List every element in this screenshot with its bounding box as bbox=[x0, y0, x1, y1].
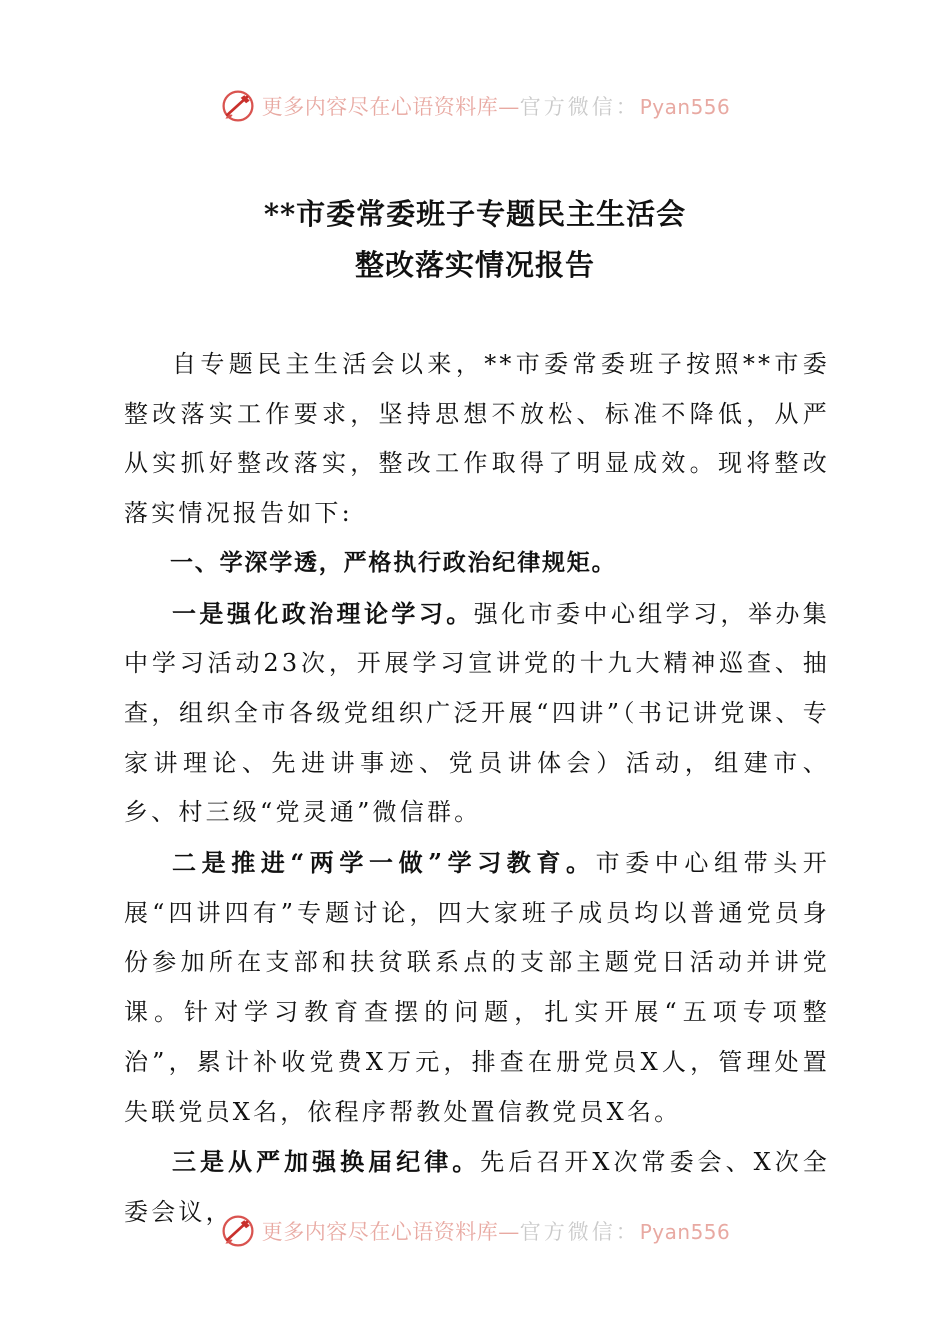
watermark-dash: — bbox=[498, 95, 520, 119]
item-2-lead: 二是推进“两学一做”学习教育。 bbox=[172, 848, 596, 878]
watermark-account: Pyan556 bbox=[639, 1220, 731, 1244]
item-1-lead: 一是强化政治理论学习。 bbox=[172, 598, 474, 628]
watermark-header bbox=[0, 84, 950, 128]
item-1-text: 强化市委中心组学习，举办集中学习活动23次，开展学习宣讲党的十九大精神巡查、抽查，组织全市各级党组织广泛开展“四讲”（书记讲党课、专家讲理论、先进讲事迹、党员讲体会）活动，组建市、乡、村三级“党灵通”微信群。 bbox=[124, 599, 830, 827]
document-body bbox=[124, 340, 830, 1238]
pen-logo-icon bbox=[220, 88, 256, 124]
watermark-wechat-label: 官方微信： bbox=[519, 95, 640, 119]
watermark-footer bbox=[0, 1209, 950, 1253]
document-title-line-1: **市委常委班子专题民主生活会 bbox=[263, 197, 687, 231]
watermark-slogan: 更多内容尽在心语资料库 bbox=[261, 1220, 499, 1244]
watermark-wechat-label: 官方微信： bbox=[519, 1220, 640, 1244]
watermark-text bbox=[262, 1216, 731, 1246]
pen-logo-icon bbox=[220, 1213, 256, 1249]
item-1-paragraph bbox=[124, 589, 830, 839]
item-2-text: 市委中心组带头开展“四讲四有”专题讨论，四大家班子成员均以普通党员身份参加所在支部和扶贫联系点的支部主题党日活动并讲党课。针对学习教育查摆的问题，扎实开展“五项专项整治”，累计补收党费X万元，排查在册党员X人，管理处置失联党员X名，依程序帮教处置信教党员X名。 bbox=[124, 849, 831, 1126]
document-title-line-2: 整改落实情况报告 bbox=[354, 248, 595, 282]
watermark-slogan: 更多内容尽在心语资料库 bbox=[261, 95, 499, 119]
item-3-lead: 三是从严加强换届纪律。 bbox=[172, 1147, 481, 1177]
item-3-text: 先后召开X次常委会、X次全委会议， bbox=[124, 1148, 830, 1226]
watermark-account: Pyan556 bbox=[639, 95, 731, 119]
intro-paragraph: 自专题民主生活会以来，**市委常委班子按照**市委整改落实工作要求，坚持思想不放松、标准不降低，从严从实抓好整改落实，整改工作取得了明显成效。现将整改落实情况报告如下: bbox=[124, 350, 830, 528]
section-1-heading: 一、学深学透，严格执行政治纪律规矩。 bbox=[170, 549, 617, 576]
watermark-dash: — bbox=[498, 1220, 520, 1244]
item-2-paragraph bbox=[124, 838, 830, 1137]
watermark-text bbox=[262, 91, 731, 121]
